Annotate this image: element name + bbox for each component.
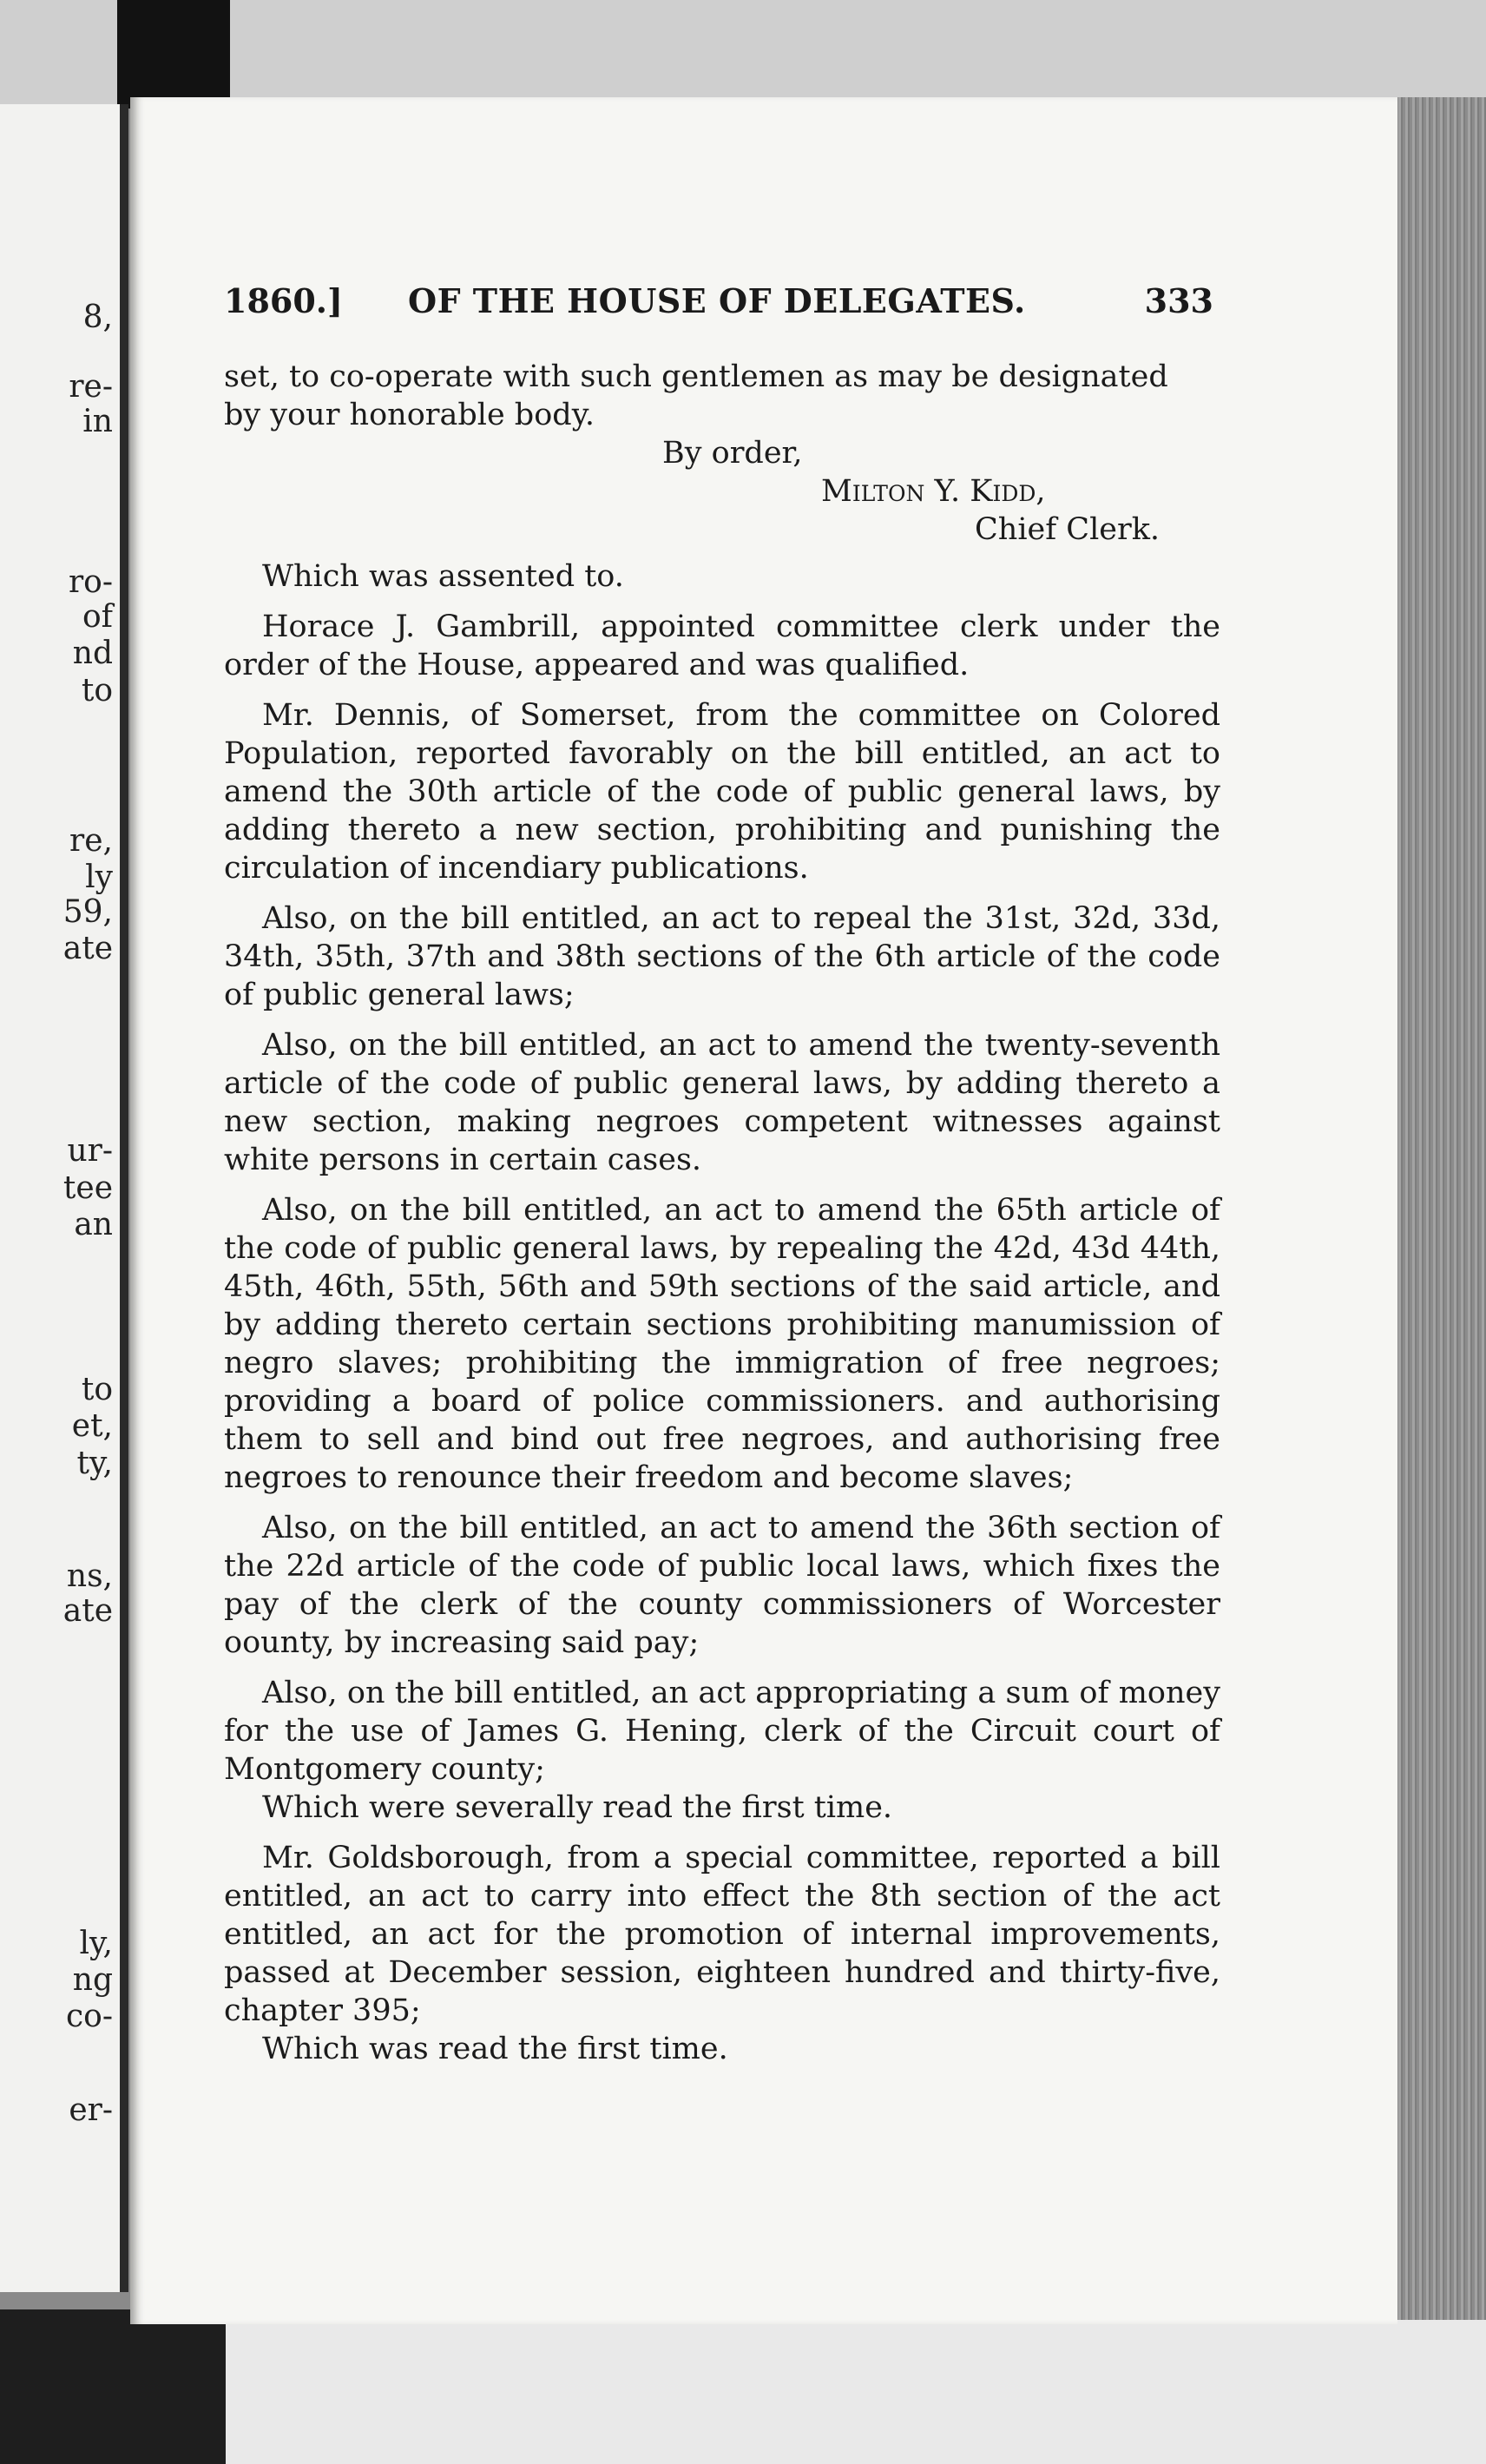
- left-fragment: in: [82, 404, 113, 439]
- intro-line: by your honorable body.: [224, 398, 595, 432]
- book-page: [130, 97, 1397, 2324]
- paragraph: Which was assented to.: [262, 559, 624, 594]
- left-fragment: ro-: [68, 564, 113, 600]
- left-fragment: ate: [62, 931, 113, 966]
- header-year: 1860.]: [224, 281, 343, 320]
- paragraph: Also, on the bill entitled, an act to repeal the 31st, 32d, 33d, 34th, 35th, 37th and 38th sections of the 6th article of the code of public general laws;: [224, 901, 1220, 1012]
- left-fragment: ly,: [79, 1926, 113, 1961]
- signature-block: [224, 434, 1220, 549]
- left-fragment: ate: [62, 1593, 113, 1629]
- left-fragment: ns,: [66, 1558, 113, 1594]
- left-fragment: 59,: [62, 894, 113, 930]
- paragraph: Also, on the bill entitled, an act to amend the 36th section of the 22d article of the code of public local laws, which fixes the pay of the clerk of the county commissioners of Worcester oounty, by increasing said pay;: [224, 1511, 1220, 1660]
- paragraph: Also, on the bill entitled, an act appropriating a sum of money for the use of James G. Hening, clerk of the Circuit court of Montgomery county;: [224, 1676, 1220, 1787]
- signatory-name: Milton Y. Kidd,: [821, 474, 1046, 509]
- left-fragment: re-: [69, 369, 113, 405]
- paragraph: Mr. Dennis, of Somerset, from the committee on Colored Population, reported favorably on the bill entitled, an act to amend the 30th article of the code of public general laws, by adding thereto a new section, prohibiting and punishing the circulation of incendiary publications.: [224, 698, 1220, 886]
- header-title: OF THE HOUSE OF DELEGATES.: [408, 281, 1026, 320]
- by-order: By order,: [662, 436, 803, 471]
- signatory-title: Chief Clerk.: [975, 512, 1161, 547]
- left-fragment: nd: [72, 636, 113, 671]
- left-fragment: to: [81, 673, 113, 708]
- left-fragment: ng: [72, 1962, 113, 1998]
- left-fragment: co-: [66, 1999, 113, 2034]
- running-header: [224, 281, 1213, 325]
- left-fragment: ty,: [76, 1446, 113, 1481]
- page-number: 333: [1144, 281, 1213, 320]
- left-fragment: ly: [85, 860, 113, 895]
- scan-shadow-bottomleft: [0, 2309, 226, 2464]
- paragraph: Which were severally read the first time.: [262, 1790, 893, 1825]
- paragraph: Also, on the bill entitled, an act to amend the 65th article of the code of public general laws, by repealing the 42d, 43d 44th, 45th, 46th, 55th, 56th and 59th sections of the said article, and by adding thereto certain sections prohibiting manumission of negro slaves; prohibiting the immigration of free negroes; providing a board of police commissioners. and authorising them to sell and bind out free negroes, and authorising free negroes to renounce their freedom and become slaves;: [224, 1193, 1220, 1495]
- left-fragment: tee: [62, 1170, 113, 1206]
- paragraph: Which was read the first time.: [262, 2032, 728, 2066]
- left-fragment: 8,: [82, 300, 113, 335]
- previous-page-edge: [0, 104, 128, 2292]
- scan-shadow-topleft: [117, 0, 230, 109]
- left-fragment: re,: [69, 823, 113, 859]
- left-fragment: to: [81, 1372, 113, 1407]
- book-page-edges: [1389, 97, 1486, 2320]
- page-body: [224, 358, 1220, 2080]
- left-fragment: et,: [71, 1408, 113, 1444]
- left-fragment: of: [82, 599, 113, 635]
- left-fragment: ur-: [67, 1133, 113, 1169]
- intro-line: set, to co-operate with such gentlemen as may be designated: [224, 359, 1168, 394]
- left-fragment: an: [74, 1207, 113, 1242]
- paragraph: Horace J. Gambrill, appointed committee clerk under the order of the House, appeared and was qualified.: [224, 609, 1220, 682]
- paragraph: Also, on the bill entitled, an act to amend the twenty-seventh article of the code of public general laws, by adding thereto a new section, making negroes competent witnesses against white persons in certain cases.: [224, 1028, 1220, 1177]
- left-fragment: er-: [69, 2092, 113, 2128]
- paragraph: Mr. Goldsborough, from a special committee, reported a bill entitled, an act to carry into effect the 8th section of the act entitled, an act for the promotion of internal improvements, passed at December session, eighteen hundred and thirty-five, chapter 395;: [224, 1841, 1220, 2028]
